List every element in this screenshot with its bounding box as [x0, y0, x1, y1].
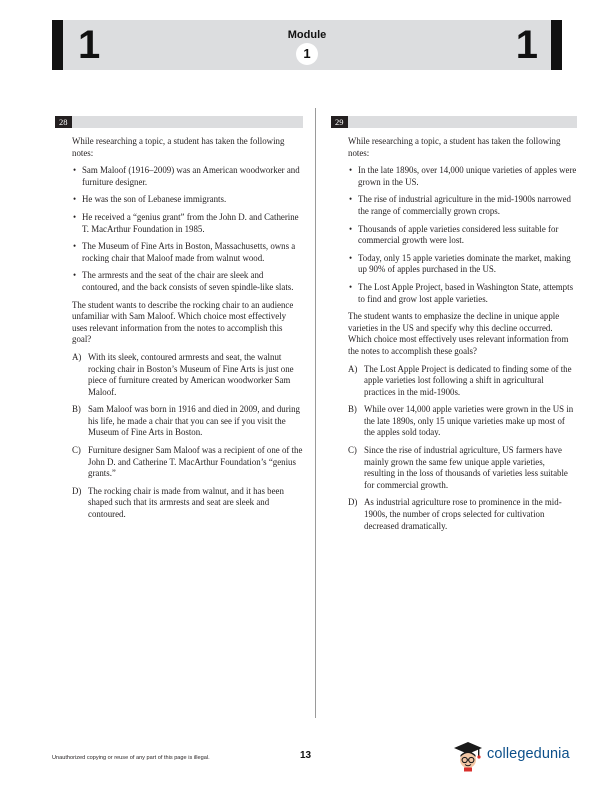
choice-text: Furniture designer Sam Maloof was a recipient of one of the John D. and Catherine T. MacArthur Foundation’s “genius grants.” [88, 445, 303, 479]
choice-letter: A) [348, 363, 358, 374]
question-number: 28 [55, 116, 72, 128]
question-prompt: The student wants to emphasize the decline in unique apple varieties in the US and specify why this decline occurred. Which choice most effectively uses relevant information from the notes to accomplish these goals? [348, 311, 569, 356]
answer-choice-b[interactable] [348, 404, 577, 439]
note-item: • Sam Maloof (1916–2009) was an American woodworker and furniture designer. [72, 165, 303, 188]
answer-choice-c[interactable] [348, 445, 577, 491]
answer-choice-a[interactable] [348, 364, 577, 399]
header-right-number: 1 [515, 23, 538, 67]
question-29 [331, 116, 577, 538]
notes-list [72, 165, 303, 293]
copyright-notice: Unauthorized copying or reuse of any part of this page is illegal. [52, 755, 210, 761]
note-item: • Thousands of apple varieties considered less suitable for commercial growth were lost. [348, 224, 577, 247]
module-number-badge: 1 [296, 43, 318, 65]
module-header [52, 20, 562, 70]
module-label: Module [287, 29, 327, 41]
choice-text: Since the rise of industrial agriculture, US farmers have mainly grown the same few unique apple varieties, resulting in the loss of thousands of varieties less suitable for commercial growth. [364, 445, 568, 490]
question-28 [55, 116, 303, 527]
brand-name: collegedunia [487, 746, 570, 762]
choice-letter: D) [72, 485, 82, 496]
answer-choice-d[interactable] [348, 497, 577, 532]
question-number: 29 [331, 116, 348, 128]
choice-text: The Lost Apple Project is dedicated to finding some of the apple varieties lost following a shift in agricultural practices in the mid-1900s. [364, 363, 572, 397]
question-intro: While researching a topic, a student has taken the following notes: [72, 136, 285, 158]
answer-choice-a[interactable] [72, 352, 303, 398]
note-item: • He received a “genius grant” from the John D. and Catherine T. MacArthur Foundation in 1985. [72, 212, 303, 235]
header-left-bar [52, 20, 63, 70]
notes-list [348, 165, 577, 305]
note-item: • In the late 1890s, over 14,000 unique varieties of apples were grown in the US. [348, 165, 577, 188]
choice-letter: C) [72, 445, 81, 456]
note-item: • The Lost Apple Project, based in Washington State, attempts to find and grow lost apple varieties. [348, 282, 577, 305]
choice-text: The rocking chair is made from walnut, and it has been shaped such that its armrests and seat are sleek and contoured. [88, 485, 284, 520]
graduate-mascot-icon [452, 740, 484, 772]
choice-letter: C) [348, 445, 357, 456]
header-right-bar [551, 20, 562, 70]
note-item: • The rise of industrial agriculture in the mid-1900s narrowed the range of commercially grown crops. [348, 194, 577, 217]
answer-choice-b[interactable] [72, 404, 303, 439]
note-item: • The Museum of Fine Arts in Boston, Massachusetts, owns a rocking chair that Maloof made from walnut wood. [72, 241, 303, 264]
note-item: • Today, only 15 apple varieties dominate the market, making up 90% of apples purchased in the US. [348, 253, 577, 276]
answer-choice-d[interactable] [72, 486, 303, 521]
brand-watermark [452, 740, 582, 772]
note-item: • He was the son of Lebanese immigrants. [72, 194, 303, 206]
choice-letter: B) [348, 404, 357, 415]
choice-text: Sam Maloof was born in 1916 and died in 2009, and during his life, he made a chair that you can see if you visit the Museum of Fine Arts in Boston. [88, 404, 300, 438]
choice-letter: A) [72, 351, 82, 362]
question-number-bar [55, 116, 303, 128]
column-divider [315, 108, 316, 718]
question-prompt: The student wants to describe the rocking chair to an audience unfamiliar with Sam Maloof. Which choice most effectively uses relevant information from the notes to accomplish this goal? [72, 299, 294, 345]
question-number-bar [331, 116, 577, 128]
choice-text: With its sleek, contoured armrests and seat, the walnut rocking chair in Boston’s Museum of Fine Arts is just one piece of furniture created by American woodworker Sam Maloof. [88, 351, 294, 397]
note-item: • The armrests and the seat of the chair are sleek and contoured, and the back consists of seven spindle-like slats. [72, 270, 303, 293]
page-number: 13 [300, 750, 312, 761]
choice-text: While over 14,000 apple varieties were grown in the US in the late 1890s, only 15 unique varieties make up most of the apples sold today. [364, 404, 574, 438]
choice-text: As industrial agriculture rose to prominence in the mid-1900s, the number of crops selected for cultivation decreased dramatically. [364, 497, 562, 531]
question-intro: While researching a topic, a student has taken the following notes: [348, 136, 561, 158]
answer-choice-c[interactable] [72, 445, 303, 480]
choice-letter: D) [348, 497, 358, 508]
choice-letter: B) [72, 404, 81, 415]
header-left-number: 1 [78, 23, 101, 67]
